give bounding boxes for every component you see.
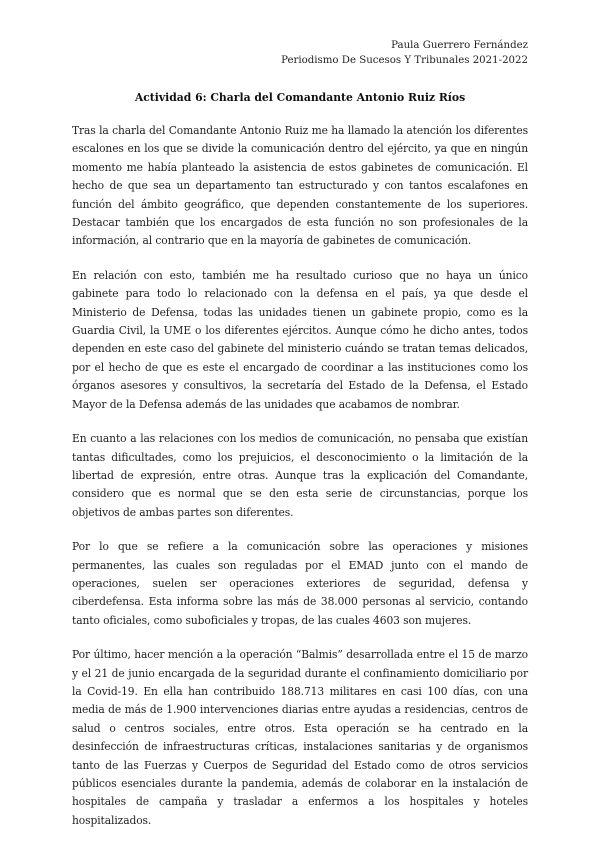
paragraph: En relación con esto, también me ha resultado curioso que no haya un único gabinete para todo lo relacionado con la defensa en el país, ya que desde el Ministerio de Defensa, todas las unidades tienen un gabinete propio, como es la Guardia Civil, la UME o los diferentes ejércitos. Aunque cómo he dicho antes, todos dependen en este caso del gabinete del ministerio cuándo se tratan temas delicados, por el hecho de que es este el encargado de coordinar a las instituciones como los órganos asesores y consultivos, la secretaría del Estado de la Defensa, el Estado Mayor de la Defensa además de las unidades que acabamos de nombrar.: [72, 268, 528, 411]
paragraph: En cuanto a las relaciones con los medios de comunicación, no pensaba que existían tantas dificultades, como los prejuicios, el desconocimiento o la limitación de la libertad de expresión, entre otras. Aunque tras la explicación del Comandante, considero que es normal que se den esta serie de circunstancias, porque los objetivos de ambas partes son diferentes.: [72, 432, 528, 519]
document-body: [72, 122, 528, 846]
paragraph: Tras la charla del Comandante Antonio Ruiz me ha llamado la atención los diferentes escalones en los que se divide la comunicación dentro del ejército, ya que en ningún momento me había planteado la asistencia de estos gabinetes de comunicación. El hecho de que sea un departamento tan estructurado y con tantos escalafones en función del ámbito geográfico, que dependen constantemente de los superiores. Destacar también que los encargados de esta función no son profesionales de la información, al contrario que en la mayoría de gabinetes de comunicación.: [72, 124, 528, 248]
course-name: Periodismo De Sucesos Y Tribunales 2021-2022: [281, 55, 528, 66]
paragraph: Por lo que se refiere a la comunicación sobre las operaciones y misiones permanentes, las cuales son reguladas por el EMAD junto con el mando de operaciones, suelen ser operaciones exteriores de seguridad, defensa y ciberdefensa. Esta informa sobre las más de 38.000 personas al servicio, contando tanto oficiales, como suboficiales y tropas, de las cuales 4603 son mujeres.: [72, 540, 528, 627]
document-title: Actividad 6: Charla del Comandante Antonio Ruiz Ríos: [134, 91, 466, 104]
paragraph: Por último, hacer mención a la operación “Balmis” desarrollada entre el 15 de marzo y el 21 de junio encargada de la seguridad durante el confinamiento domiciliario por la Covid-19. En ella han contribuido 188.713 militares en casi 100 días, con una media de más de 1.900 intervenciones diarias entre ayudas a residencias, centros de salud o centros sociales, entre otros. Esta operación se ha centrado en la desinfección de infraestructuras críticas, instalaciones sanitarias y de organismos tanto de las Fuerzas y Cuerpos de Seguridad del Estado como de otros servicios públicos esenciales durante la pandemia, además de colaborar en la instalación de hospitales de campaña y trasladar a enfermos a los hospitales y hoteles hospitalizados.: [72, 648, 528, 827]
author-name: Paula Guerrero Fernández: [391, 40, 528, 51]
document-header: [281, 38, 528, 68]
